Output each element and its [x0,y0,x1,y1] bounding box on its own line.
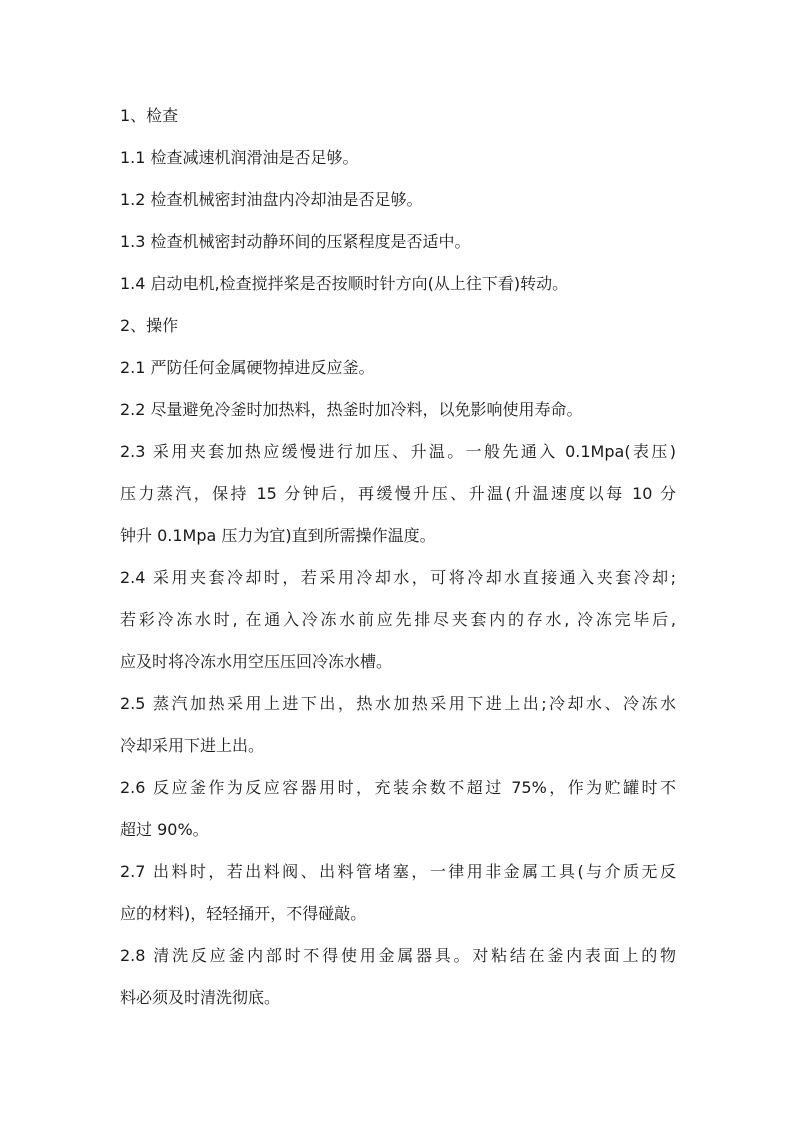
paragraph-1-4: 1.4 启动电机,检查搅拌桨是否按顺时针方向(从上往下看)转动。 [120,274,569,293]
paragraph-2-5-line-2: 冷却采用下进上出。 [120,736,265,755]
paragraph-1-1: 1.1 检查减速机润滑油是否足够。 [120,148,359,167]
paragraph-2-3-line-3: 钟升 0.1Mpa 压力为宜)直到所需操作温度。 [120,526,436,545]
paragraph-2-2: 2.2 尽量避免冷釜时加热料，热釜时加冷料，以免影响使用寿命。 [120,400,583,419]
paragraph-1-3: 1.3 检查机械密封动静环间的压紧程度是否适中。 [120,232,471,251]
paragraph-2-3-line-2: 压力蒸汽，保持 15 分钟后，再缓慢升压、升温(升温速度以每 10 分 [120,484,676,503]
paragraph-2-7-line-1: 2.7 出料时，若出料阀、出料管堵塞，一律用非金属工具(与介质无反 [120,862,676,881]
paragraph-2-1: 2.1 严防任何金属硬物掉进反应釜。 [120,358,375,377]
paragraph-2-8-line-1: 2.8 清洗反应釜内部时不得使用金属器具。对粘结在釜内表面上的物 [120,946,676,965]
paragraph-2-8-line-2: 料必须及时清洗彻底。 [120,988,281,1007]
paragraph-2-4-line-3: 应及时将冷冻水用空压压回冷冻水槽。 [120,652,393,671]
paragraph-2-5-line-1: 2.5 蒸汽加热采用上进下出，热水加热采用下进上出;冷却水、冷冻水 [120,694,676,713]
paragraph-2-6-line-1: 2.6 反应釜作为反应容器用时，充装余数不超过 75%，作为贮罐时不 [120,778,676,797]
paragraph-2-4-line-2: 若彩冷冻水时, 在通入冷冻水前应先排尽夹套内的存水, 冷冻完毕后, [120,610,676,629]
paragraph-1-2: 1.2 检查机械密封油盘内冷却油是否足够。 [120,190,423,209]
paragraph-2-4-line-1: 2.4 采用夹套冷却时，若采用冷却水，可将冷却水直接通入夹套冷却; [120,568,676,587]
section-heading-inspection: 1、检查 [120,106,179,125]
paragraph-2-7-line-2: 应的材料)，轻轻捅开，不得碰敲。 [120,904,367,923]
paragraph-2-6-line-2: 超过 90%。 [120,820,209,839]
paragraph-2-3-line-1: 2.3 采用夹套加热应缓慢进行加压、升温。一般先通入 0.1Mpa(表压) [120,442,676,461]
section-heading-operation: 2、操作 [120,316,179,335]
document-body [120,95,676,1019]
